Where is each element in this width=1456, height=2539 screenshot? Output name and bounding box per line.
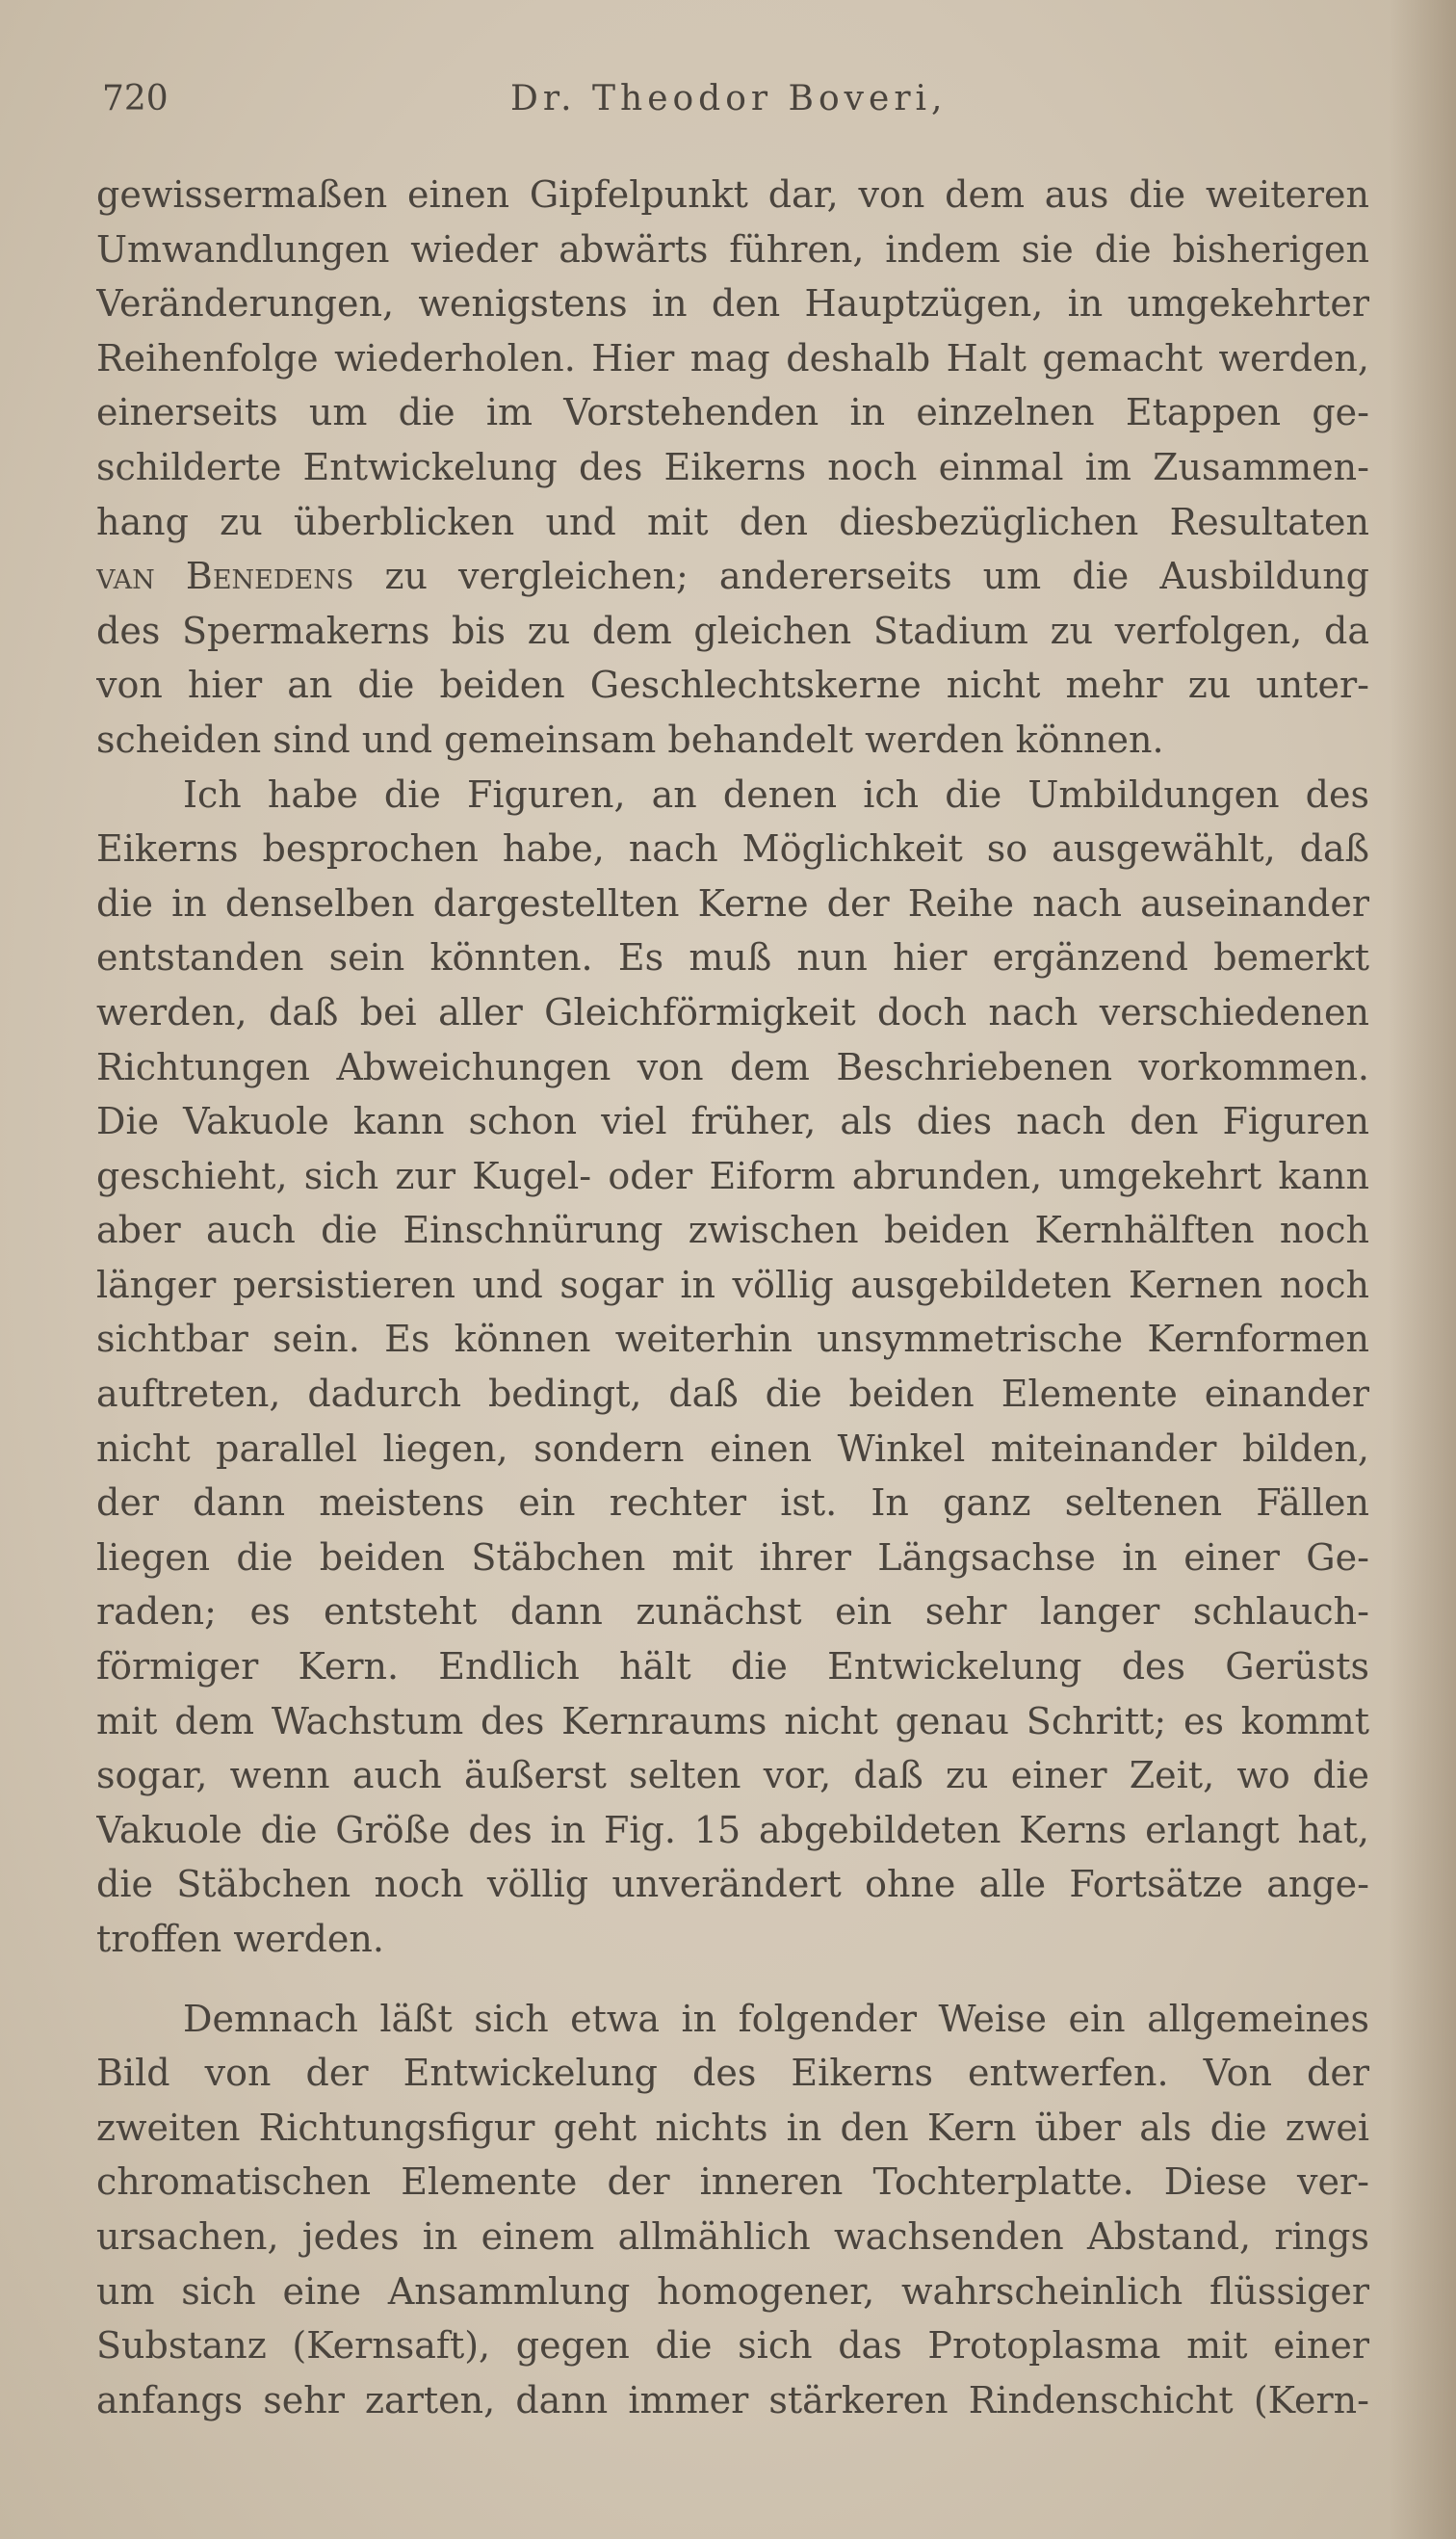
text-line: scheiden sind und gemeinsam behandelt werden können.: [96, 718, 1164, 761]
text-line: förmiger Kern. Endlich hält die Entwickelung des Gerüsts: [96, 1645, 1369, 1688]
text-line: nicht parallel liegen, sondern einen Winkel miteinander bilden,: [96, 1427, 1369, 1470]
text-line: auftreten, dadurch bedingt, daß die beiden Elemente einander: [96, 1373, 1369, 1416]
text-line: entstanden sein könnten. Es muß nun hier ergänzend bemerkt: [96, 936, 1369, 980]
page-header: [102, 79, 1373, 137]
body-text: [96, 168, 1369, 2427]
text-line: Substanz (Kernsaft), gegen die sich das Protoplasma mit einer: [96, 2324, 1369, 2368]
text-line: geschieht, sich zur Kugel- oder Eiform abrunden, umgekehrt kann: [96, 1154, 1369, 1197]
text-line: zweiten Richtungsfigur geht nichts in den Kern über als die zwei: [96, 2106, 1369, 2149]
text-line: der dann meistens ein rechter ist. In ganz seltenen Fällen: [96, 1481, 1369, 1525]
text-line: Veränderungen, wenigstens in den Hauptzügen, in umgekehrter: [96, 282, 1369, 326]
text-line: Vakuole die Größe des in Fig. 15 abgebildeten Kerns erlangt hat,: [96, 1808, 1369, 1851]
paragraph-1: [96, 168, 1369, 768]
text-line: raden; es entsteht dann zunächst ein sehr langer schlauch-: [96, 1590, 1369, 1634]
text-line: schilderte Entwickelung des Eikerns noch einmal im Zusammen-: [96, 445, 1369, 488]
paragraph-3: [96, 1992, 1369, 2428]
text-line: einerseits um die im Vorstehenden in einzelnen Etappen ge-: [96, 391, 1369, 434]
text-line: Demnach läßt sich etwa in folgender Weise ein allgemeines: [183, 1997, 1369, 2040]
text-line: anfangs sehr zarten, dann immer stärkeren Rindenschicht (Kern-: [96, 2378, 1369, 2421]
text-line: Umwandlungen wieder abwärts führen, indem sie die bisherigen: [96, 227, 1369, 271]
text-line: länger persistieren und sogar in völlig ausgebildeten Kernen noch: [96, 1263, 1369, 1306]
text-line: hang zu überblicken und mit den diesbezüglichen Resultaten: [96, 500, 1369, 543]
text-line: Bild von der Entwickelung des Eikerns entwerfen. Von der: [96, 2052, 1369, 2095]
text-line: ursachen, jedes in einem allmählich wachsenden Abstand, rings: [96, 2214, 1369, 2258]
text-line: Eikerns besprochen habe, nach Möglichkeit so ausgewählt, daß: [96, 827, 1369, 871]
text-line: des Spermakerns bis zu dem gleichen Stadium zu verfolgen, da: [96, 609, 1369, 652]
text-line: Ich habe die Figuren, an denen ich die Umbildungen des: [183, 772, 1369, 816]
text-line: chromatischen Elemente der inneren Tochterplatte. Diese ver-: [96, 2160, 1369, 2204]
text-line: Reihenfolge wiederholen. Hier mag deshalb Halt gemacht werden,: [96, 336, 1369, 380]
text-line: van Benedens zu vergleichen; andererseits um die Ausbildung: [96, 555, 1369, 598]
text-line: aber auch die Einschnürung zwischen beiden Kernhälften noch: [96, 1209, 1369, 1252]
author-name-smallcaps: van Benedens: [96, 555, 354, 598]
text-line: Richtungen Abweichungen von dem Beschriebenen vorkommen.: [96, 1045, 1369, 1088]
page-edge-shadow: [1389, 0, 1456, 2539]
text-line: die in denselben dargestellten Kerne der Reihe nach auseinander: [96, 881, 1369, 925]
text-line: gewissermaßen einen Gipfelpunkt dar, von dem aus die weiteren: [96, 173, 1369, 216]
text-line: von hier an die beiden Geschlechtskerne nicht mehr zu unter-: [96, 664, 1369, 707]
text-line: sichtbar sein. Es können weiterhin unsymmetrische Kernformen: [96, 1318, 1369, 1361]
text-line: Die Vakuole kann schon viel früher, als dies nach den Figuren: [96, 1100, 1369, 1143]
paragraph-2: [96, 768, 1369, 1967]
page-number: 720: [102, 79, 169, 118]
running-head: Dr. Theodor Boveri,: [510, 79, 948, 118]
text-line: liegen die beiden Stäbchen mit ihrer Längsachse in einer Ge-: [96, 1535, 1369, 1579]
text-line: mit dem Wachstum des Kernraums nicht genau Schritt; es kommt: [96, 1699, 1369, 1742]
text-line: um sich eine Ansammlung homogener, wahrscheinlich flüssiger: [96, 2269, 1369, 2313]
text-line: sogar, wenn auch äußerst selten vor, daß zu einer Zeit, wo die: [96, 1754, 1369, 1797]
text-line: troffen werden.: [96, 1918, 384, 1960]
text-line: die Stäbchen noch völlig unverändert ohne alle Fortsätze ange-: [96, 1863, 1369, 1906]
text-line: werden, daß bei aller Gleichförmigkeit doch nach verschiedenen: [96, 990, 1369, 1034]
